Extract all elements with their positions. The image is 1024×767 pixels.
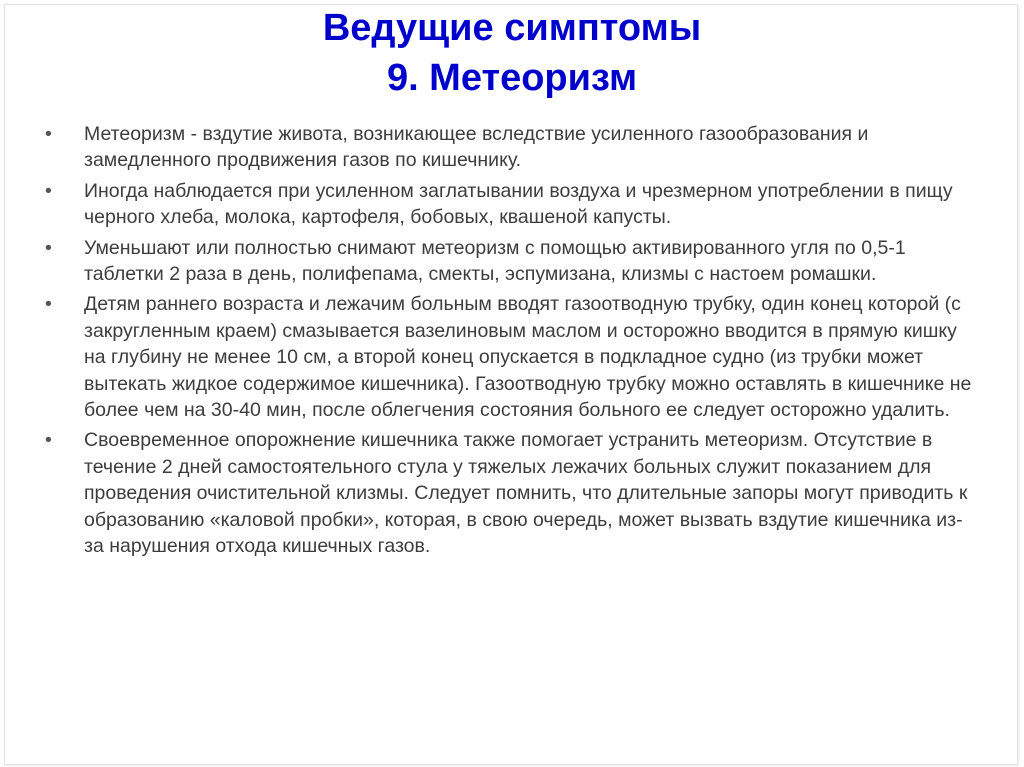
slide-title-line-1: Ведущие симптомы: [322, 7, 702, 49]
bullet-marker: •: [45, 179, 52, 202]
bullet-item: [44, 178, 974, 231]
bullet-item: [44, 235, 974, 288]
bullet-item: [44, 291, 974, 423]
bullet-item: [44, 427, 974, 559]
bullet-marker: •: [45, 236, 52, 259]
bullet-marker: •: [45, 123, 52, 145]
slide-title-line-2: 9. Метеоризм: [386, 57, 638, 99]
bullet-text: Уменьшают или полностью снимают метеоризм с помощью активированного угля по 0,5-1 таблетки 2 раза в день, полифепама, смекты, эспумизана, клизмы с настоем ромашки.: [84, 236, 906, 286]
slide-title: [0, 3, 1024, 103]
bullet-text: Детям раннего возраста и лежачим больным вводят газоотводную трубку, один конец которой (с закругленным краем) смазывается вазелиновым маслом и осторожно вводится в прямую кишку на глубину не менее 10 см, а второй конец опускается в подкладное судно (из трубки может вытекать жидкое содержимое кишечника). Газоотводную трубку можно оставлять в кишечнике не более чем на 30-40 мин, после облегчения состояния больного ее следует осторожно удалить.: [84, 293, 972, 422]
bullet-list: [44, 121, 974, 564]
bullet-text: Метеоризм - вздутие живота, возникающее вследствие усиленного газообразования и замедленного продвижения газов по кишечнику.: [84, 123, 869, 172]
bullet-item: [44, 121, 974, 174]
bullet-text: Своевременное опорожнение кишечника также помогает устранить метеоризм. Отсутствие в течение 2 дней самостоятельного стула у тяжелых лежачих больных служит показанием для проведения очистительной клизмы. Следует помнить, что длительные запоры могут приводить к образованию «каловой пробки», которая, в свою очередь, может вызвать вздутие кишечника из-за нарушения отхода кишечных газов.: [84, 429, 968, 558]
bullet-marker: •: [45, 429, 52, 452]
bullet-marker: •: [45, 293, 52, 316]
bullet-text: Иногда наблюдается при усиленном заглатывании воздуха и чрезмерном употреблении в пищу черного хлеба, молока, картофеля, бобовых, квашеной капусты.: [84, 179, 953, 229]
